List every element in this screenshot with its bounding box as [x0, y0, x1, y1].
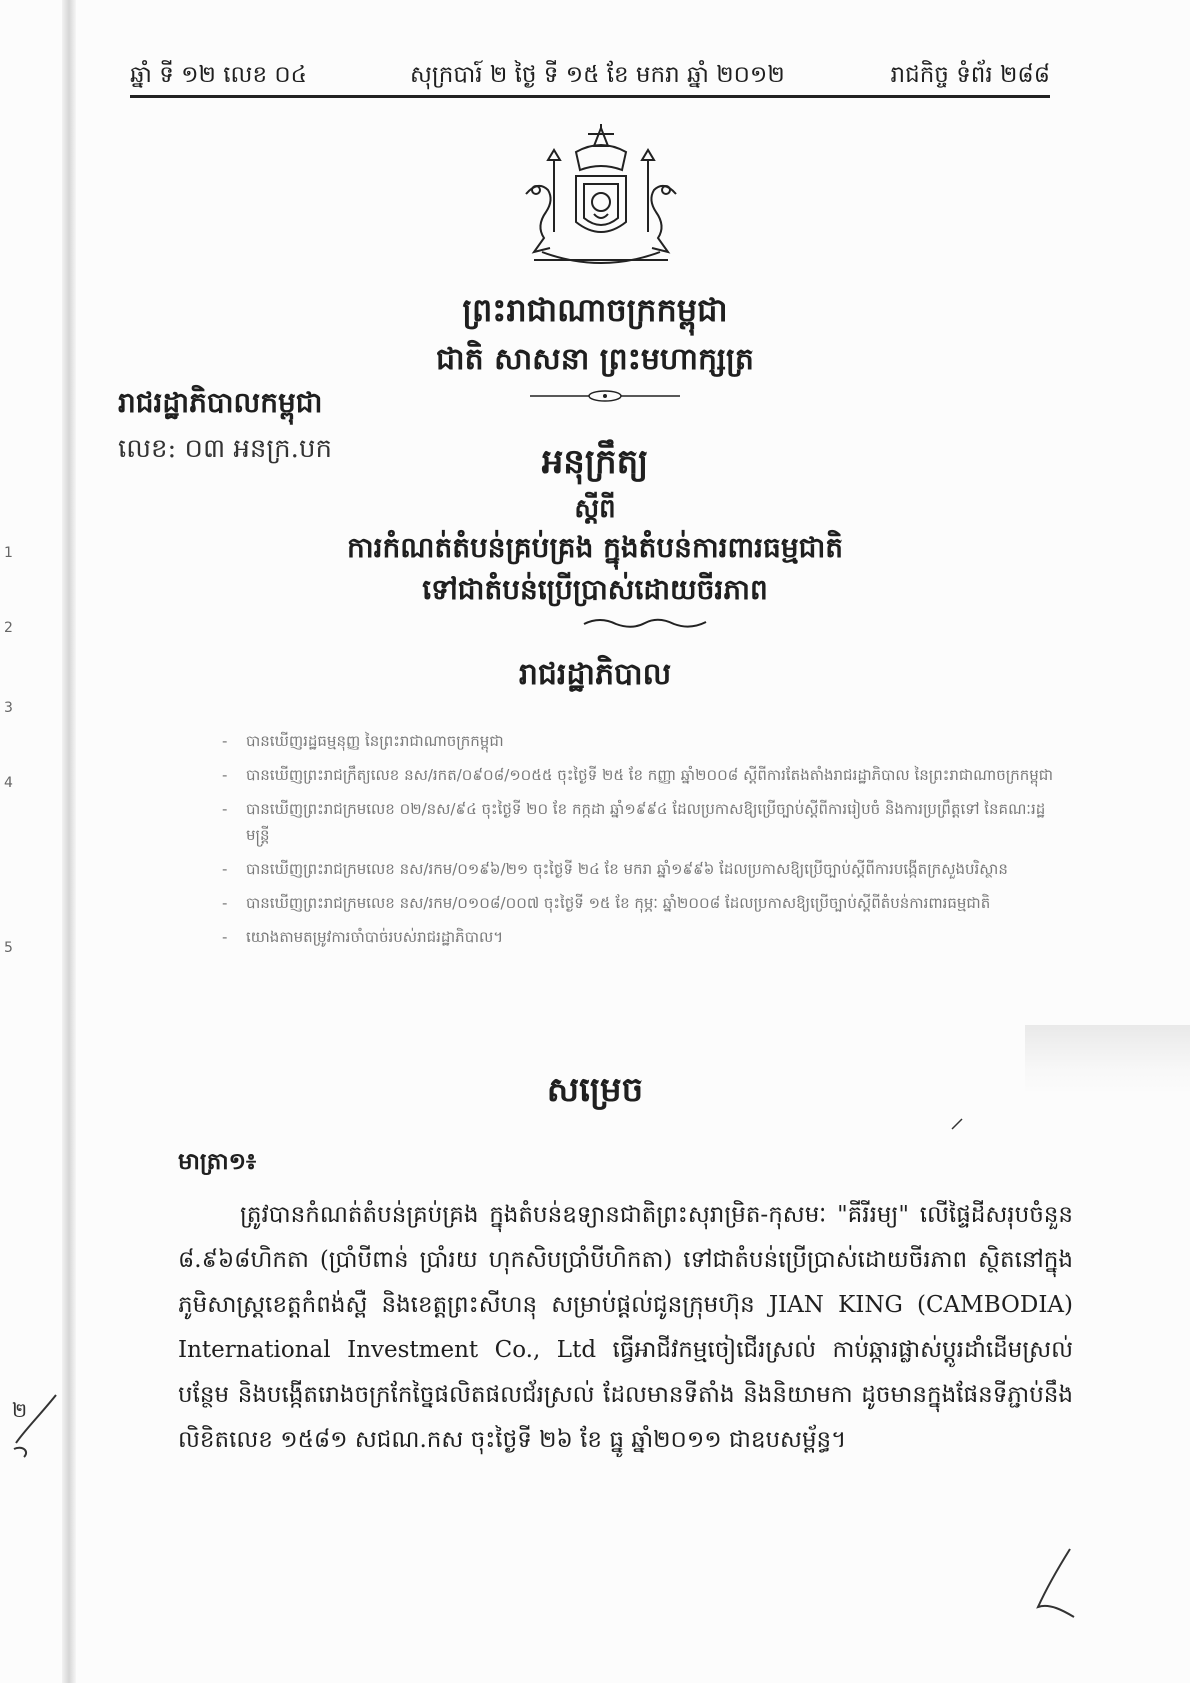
consideration-item: - បានឃើញព្រះរាជក្រមលេខ នស/រកម/០១៩៦/២១ ចុះថ្ងៃទី ២៤ ខែ មករា ឆ្នាំ១៩៩៦ ដែលប្រកាសឱ្យប្រើច្បាប់ស្តីពីការបង្កើតក្រសួងបរិស្ថាន: [222, 856, 1062, 882]
government-heading: រាជរដ្ឋាភិបាល: [518, 657, 672, 692]
binding-edge: [62, 0, 76, 1683]
document-title-line-2: ទៅជាតំបន់ប្រើប្រាស់ដោយចីរភាព: [422, 573, 768, 606]
pen-tick-icon: [950, 1117, 964, 1131]
consideration-item: - បានឃើញរដ្ឋធម្មនុញ្ញ នៃព្រះរាជាណាចក្រកម្ពុជា: [222, 728, 1062, 754]
issue-number: ឆ្នាំ ទី ១២ លេខ ០៤: [130, 62, 307, 88]
decides-heading: សម្រេច: [546, 1070, 644, 1110]
kingdom-name: ព្រះរាជាណាចក្រកម្ពុជា: [462, 291, 728, 329]
document-title-line-1: ការកំណត់តំបន់គ្រប់គ្រង ក្នុងតំបន់ការពារធម្មជាតិ: [346, 531, 844, 564]
margin-mark: 4: [4, 775, 13, 791]
handwritten-initial-icon: [1030, 1545, 1090, 1625]
handwritten-margin-mark: [10, 1365, 60, 1465]
article-label: មាត្រា១៖: [178, 1148, 257, 1175]
margin-mark: 3: [4, 700, 13, 716]
reference-number: លេខ: ០៣ អនក្រ.បក: [118, 434, 332, 464]
margin-mark: 1: [4, 545, 13, 561]
issuing-authority: រាជរដ្ឋាភិបាលកម្ពុជា: [118, 386, 323, 419]
gazette-header: [130, 55, 1050, 98]
article-body: ត្រូវបានកំណត់តំបន់គ្រប់គ្រង ក្នុងតំបន់ឧទ្យានជាតិព្រះសុរាម្រិត-កុសមៈ "គីរីរម្យ" លើផ្ទៃដីសរុបចំនួន ៨.៩៦៨ហិកតា (ប្រាំបីពាន់ ប្រាំរយ ហុកសិបប្រាំបីហិកតា) ទៅជាតំបន់ប្រើប្រាស់ដោយចីរភាព ស្ថិតនៅក្នុងភូមិសាស្ត្រខេត្តកំពង់ស្ពឺ និងខេត្តព្រះសីហនុ សម្រាប់ផ្តល់ជូនក្រុមហ៊ុន JIAN KING (CAMBODIA) International Investment Co., Ltd ធ្វើអាជីវកម្មចៀជើរស្រល់ កាប់ឆ្ការផ្លាស់ប្តូរដាំដើមស្រល់បន្ថែម និងបង្កើតរោងចក្រកែច្នៃផលិតផលជ័រស្រល់ ដែលមានទីតាំង និងនិយាមកា ដូចមានក្នុងផែនទីភ្ជាប់នឹងលិខិតលេខ ១៥៨១ សជណ.កស ចុះថ្ងៃទី ២៦ ខែ ធ្នូ ឆ្នាំ២០១១ ជាឧបសម្ព័ន្ធ។: [178, 1202, 1073, 1453]
document-type: អនុក្រឹត្យ: [541, 442, 649, 482]
margin-mark: 2: [4, 620, 13, 636]
consideration-item: - បានឃើញព្រះរាជក្រឹត្យលេខ នស/រកត/០៩០៨/១០៥៥ ចុះថ្ងៃទី ២៥ ខែ កញ្ញា ឆ្នាំ២០០៨ ស្តីពីការតែងតាំងរាជរដ្ឋាភិបាល នៃព្រះរាជាណាចក្រកម្ពុជា: [222, 762, 1062, 788]
royal-coat-of-arms-icon: [514, 124, 688, 274]
consideration-item: - បានឃើញព្រះរាជក្រមលេខ ០២/នស/៩៤ ចុះថ្ងៃទី ២០ ខែ កក្កដា ឆ្នាំ១៩៩៤ ដែលប្រកាសឱ្យប្រើច្បាប់ស្តីពីការរៀបចំ និងការប្រព្រឹត្តទៅ នៃគណៈរដ្ឋមន្ត្រី: [222, 796, 1062, 848]
issue-date: សុក្របារ៍ ២ ថ្ងៃ ទី ១៥ ខែ មករា ឆ្នាំ ២០១២: [410, 62, 785, 88]
national-motto: ជាតិ សាសនា ព្រះមហាក្សត្រ: [436, 342, 754, 377]
ornament-divider-icon: [580, 616, 710, 630]
title-preposition: ស្តីពី: [574, 494, 616, 524]
margin-mark: 5: [4, 940, 13, 956]
consideration-item: - យោងតាមតម្រូវការចាំបាច់របស់រាជរដ្ឋាភិបាល។: [222, 924, 1062, 950]
considerations-list: [222, 728, 1062, 958]
margin-page-mark: ២: [12, 1398, 28, 1422]
consideration-item: - បានឃើញព្រះរាជក្រមលេខ នស/រកម/០១០៨/០០៧ ចុះថ្ងៃទី ១៥ ខែ កុម្ភៈ ឆ្នាំ២០០៨ ដែលប្រកាសឱ្យប្រើច្បាប់ស្តីពីតំបន់ការពារធម្មជាតិ: [222, 890, 1062, 916]
ornament-divider-icon: [530, 388, 680, 404]
gazette-page-number: រាជកិច្ច ទំព័រ ២៨៨: [890, 62, 1050, 88]
